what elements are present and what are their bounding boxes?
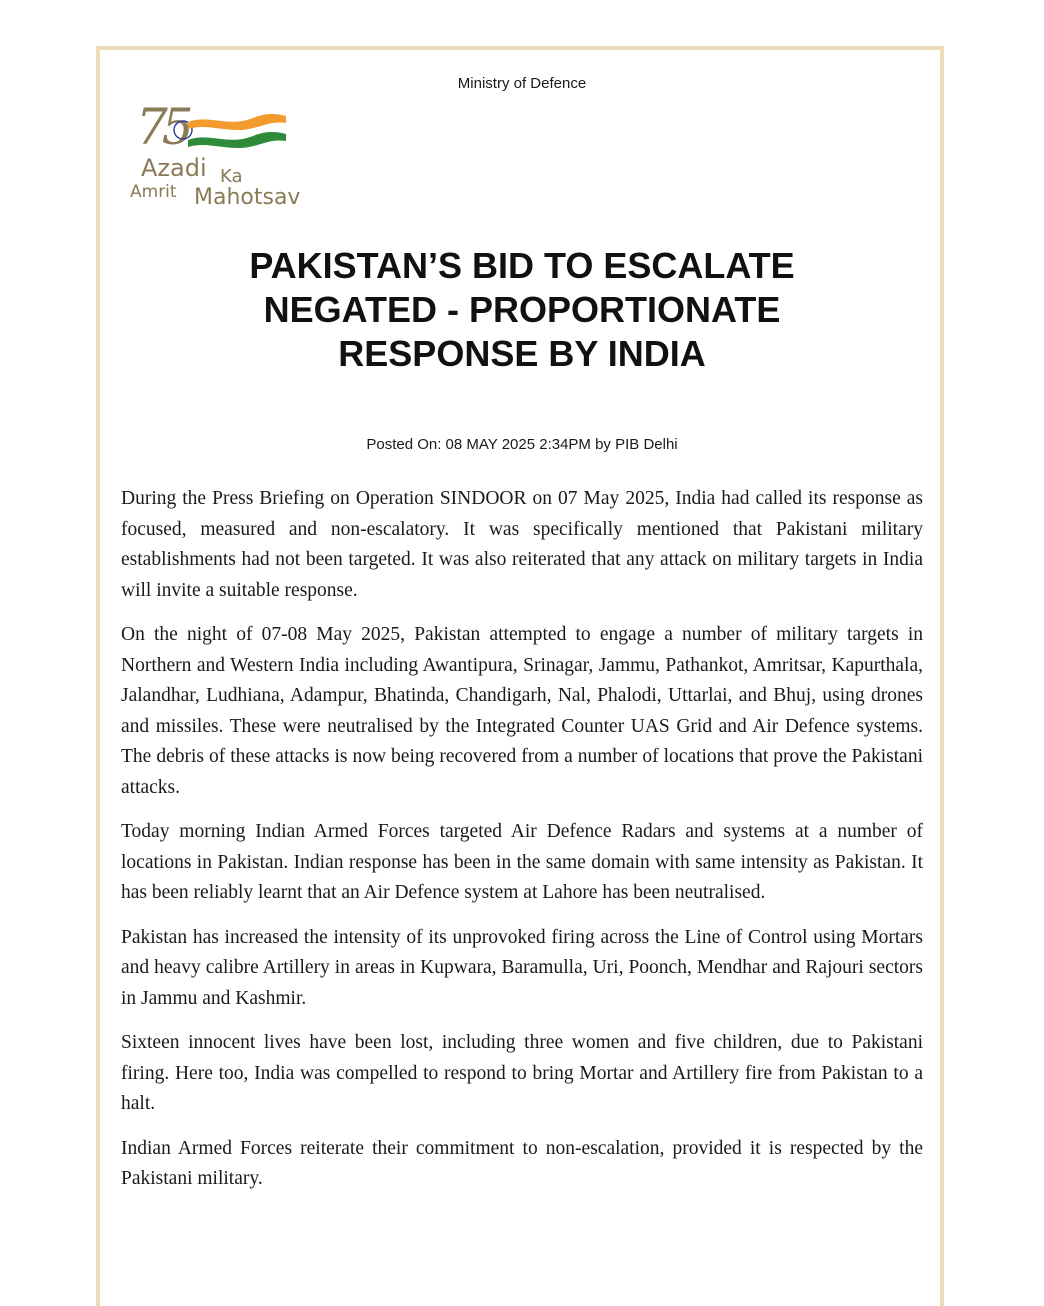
- title-line-1: PAKISTAN’S BID TO ESCALATE: [249, 245, 795, 286]
- ministry-header: Ministry of Defence: [457, 75, 587, 92]
- paragraph: Pakistan has increased the intensity of its unprovoked firing across the Line of Control using Mortars and heavy calibre Artillery in areas in Kupwara, Baramulla, Uri, Poonch, Mendhar and Rajouri sectors in Jammu and Kashmir.: [121, 926, 923, 1009]
- posted-on-line: Posted On: 08 MAY 2025 2:34PM by PIB Delhi: [366, 436, 678, 453]
- press-release-title: [140, 244, 904, 376]
- logo-text-azadi: Azadi: [141, 154, 207, 182]
- logo-text-mahotsav: Mahotsav: [194, 185, 301, 210]
- press-release-body: [121, 484, 923, 1209]
- paragraph: On the night of 07-08 May 2025, Pakistan attempted to engage a number of military targets in Northern and Western India including Awantipura, Srinagar, Jammu, Pathankot, Amritsar, Kapurthala, Jalandhar, Ludhiana, Adampur, Bhatinda, Chandigarh, Nal, Phalodi, Uttarlai, and Bhuj, using drones and missiles. These were neutralised by the Integrated Counter UAS Grid and Air Defence systems. The debris of these attacks is now being recovered from a number of locations that prove the Pakistani attacks.: [121, 624, 923, 798]
- paragraph: Today morning Indian Armed Forces targeted Air Defence Radars and systems at a number of locations in Pakistan. Indian response has been in the same domain with same intensity as Pakistan. It has been reliably learnt that an Air Defence system at Lahore has been neutralised.: [121, 821, 923, 903]
- paragraph: Sixteen innocent lives have been lost, including three women and five children, due to Pakistani firing. Here too, India was compelled to respond to bring Mortar and Artillery fire from Pakistan to a halt.: [121, 1032, 923, 1114]
- flag-green-stripe: [188, 132, 286, 148]
- logo-text-amrit: Amrit: [130, 182, 177, 202]
- title-line-2: NEGATED - PROPORTIONATE: [263, 289, 781, 330]
- paragraph: During the Press Briefing on Operation SINDOOR on 07 May 2025, India had called its response as focused, measured and non-escalatory. It was specifically mentioned that Pakistani military establishments had not been targeted. It was also reiterated that any attack on military targets in India will invite a suitable response.: [121, 488, 923, 601]
- logo-number: 75: [136, 98, 188, 156]
- title-line-3: RESPONSE BY INDIA: [338, 333, 706, 374]
- logo-text-ka: Ka: [220, 166, 243, 187]
- azadi-ka-amrit-mahotsav-logo: [128, 96, 328, 212]
- paragraph: Indian Armed Forces reiterate their commitment to non-escalation, provided it is respected by the Pakistani military.: [121, 1137, 923, 1189]
- flag-saffron-stripe: [188, 114, 286, 130]
